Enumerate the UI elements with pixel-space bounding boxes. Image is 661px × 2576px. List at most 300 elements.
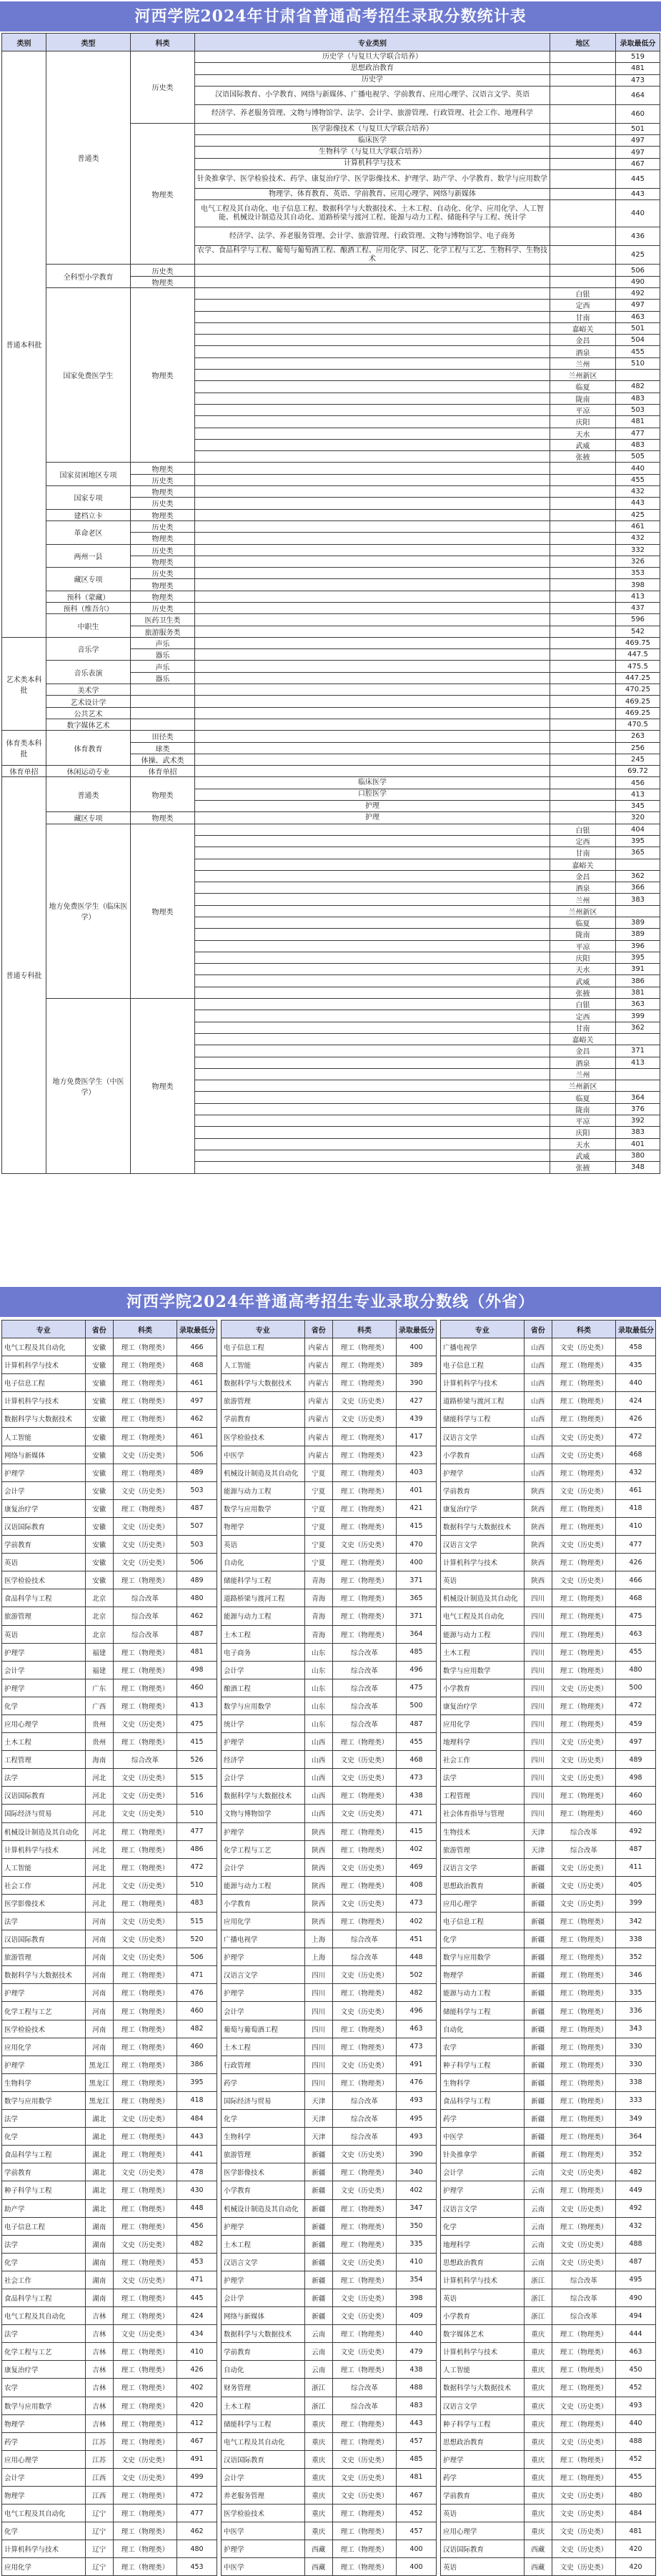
province-cell: 新疆 bbox=[304, 2181, 332, 2199]
table2-row bbox=[222, 2432, 437, 2450]
row-region: 平凉 bbox=[550, 1115, 616, 1127]
province-cell: 辽宁 bbox=[85, 2505, 113, 2522]
table2-header-row bbox=[441, 1321, 656, 1338]
major-cell: 数据科学与大数据技术 bbox=[2, 1966, 86, 1984]
major-cell: 计算机科学与技术 bbox=[2, 1840, 86, 1858]
major-cell: 计算机科学与技术 bbox=[2, 1356, 86, 1374]
major-cell: 机械设计制造及其自动化 bbox=[222, 1464, 305, 1481]
subject-cell: 理工（物理类） bbox=[552, 1948, 615, 1966]
province-cell: 青海 bbox=[304, 1625, 332, 1643]
table2-header-cell: 科类 bbox=[332, 1321, 396, 1338]
row-major bbox=[195, 952, 550, 963]
subject-cell: 文史（历史类） bbox=[113, 1930, 177, 1948]
major-cell: 法学 bbox=[2, 2325, 86, 2343]
subject-cell: 文史（历史类） bbox=[332, 2181, 396, 2199]
score-cell: 496 bbox=[397, 2002, 437, 2020]
major-cell: 旅游管理 bbox=[2, 1948, 86, 1966]
province-cell: 河北 bbox=[85, 1805, 113, 1822]
table2-row bbox=[222, 1464, 437, 1481]
province-cell: 河南 bbox=[85, 2002, 113, 2020]
major-cell: 土木工程 bbox=[222, 2235, 305, 2253]
province-cell: 广西 bbox=[85, 1697, 113, 1714]
row-score: 510 bbox=[616, 357, 660, 369]
score-cell: 472 bbox=[177, 1858, 217, 1876]
major-cell: 农学 bbox=[441, 2038, 525, 2056]
header-region: 地区 bbox=[550, 34, 616, 51]
row-type: 艺术设计学 bbox=[46, 696, 131, 707]
row-region bbox=[550, 579, 616, 591]
province-cell: 湖南 bbox=[85, 2253, 113, 2271]
table1-title: 河西学院2024年甘肃省普通高考招生录取分数统计表 bbox=[0, 1, 661, 31]
table2-row bbox=[441, 1338, 656, 1356]
score-cell: 395 bbox=[177, 2073, 217, 2091]
row-score: 365 bbox=[616, 847, 660, 859]
table2-row bbox=[441, 2558, 656, 2576]
major-cell: 汉语言文学 bbox=[441, 2397, 525, 2414]
table2-row bbox=[2, 1858, 217, 1876]
table2-row bbox=[441, 2181, 656, 2199]
row-score: 469.75 bbox=[616, 637, 660, 648]
subject-cell: 文史（历史类） bbox=[332, 2450, 396, 2468]
score-cell: 418 bbox=[177, 2091, 217, 2109]
row-score: 332 bbox=[616, 544, 660, 556]
table2-row bbox=[441, 2432, 656, 2450]
score-cell: 506 bbox=[177, 1446, 217, 1464]
subject-cell: 理工（物理类） bbox=[552, 1643, 615, 1661]
score-cell: 413 bbox=[177, 1697, 217, 1714]
subject-cell: 理工（物理类） bbox=[552, 1589, 615, 1607]
table2-row bbox=[441, 2163, 656, 2181]
major-cell: 社会工作 bbox=[2, 1876, 86, 1894]
score-cell: 365 bbox=[397, 1589, 437, 1607]
row-subject: 历史类 bbox=[131, 498, 195, 509]
province-cell: 安徽 bbox=[85, 1338, 113, 1356]
table2-row bbox=[222, 1822, 437, 1840]
subject-cell: 理工（物理类） bbox=[552, 1913, 615, 1930]
province-cell: 新疆 bbox=[524, 2091, 552, 2109]
table2-row bbox=[2, 2558, 217, 2576]
province-cell: 云南 bbox=[524, 2235, 552, 2253]
province-cell: 新疆 bbox=[524, 2002, 552, 2020]
province-cell: 湖北 bbox=[85, 2181, 113, 2199]
major-cell: 物理学 bbox=[2, 2414, 86, 2432]
subject-cell: 文史（历史类） bbox=[552, 2522, 615, 2540]
major-cell: 小学教育 bbox=[222, 2181, 305, 2199]
row-score: 469.25 bbox=[616, 696, 660, 707]
major-cell: 食品科学与工程 bbox=[2, 1589, 86, 1607]
province-cell: 四川 bbox=[524, 1607, 552, 1625]
score-cell: 410 bbox=[177, 2343, 217, 2361]
score-cell: 471 bbox=[177, 1966, 217, 1984]
score-cell: 427 bbox=[397, 1392, 437, 1410]
province-cell: 新疆 bbox=[524, 2073, 552, 2091]
score-cell: 435 bbox=[616, 1356, 656, 1374]
major-cell: 数学与应用数学 bbox=[441, 1661, 525, 1679]
row-subject: 声乐 bbox=[131, 637, 195, 648]
subject-cell: 文史（历史类） bbox=[552, 1733, 615, 1751]
row-score: 404 bbox=[616, 824, 660, 835]
province-cell: 湖南 bbox=[85, 2289, 113, 2306]
row-score: 401 bbox=[616, 1138, 660, 1150]
province-cell: 河南 bbox=[85, 2020, 113, 2038]
major-cell: 英语 bbox=[441, 2505, 525, 2522]
table-row bbox=[2, 824, 660, 835]
subject-cell: 理工（物理类） bbox=[552, 2128, 615, 2146]
major-cell: 物理学 bbox=[441, 1966, 525, 1984]
row-subject bbox=[131, 707, 195, 719]
subject-cell: 综合改革 bbox=[332, 2379, 396, 2397]
score-cell: 421 bbox=[397, 1499, 437, 1517]
major-cell: 会计学 bbox=[441, 2163, 525, 2181]
major-cell: 化学 bbox=[2, 1697, 86, 1714]
row-major bbox=[195, 684, 550, 696]
gansu-score-table bbox=[1, 33, 660, 1174]
row-major bbox=[195, 696, 550, 707]
row-subject: 物理类 bbox=[131, 509, 195, 520]
score-cell: 488 bbox=[616, 2432, 656, 2450]
table2-row bbox=[2, 1876, 217, 1894]
row-region: 陇南 bbox=[550, 393, 616, 404]
province-cell: 江苏 bbox=[85, 2432, 113, 2450]
row-region bbox=[550, 684, 616, 696]
province-cell: 宁夏 bbox=[304, 1536, 332, 1554]
subject-cell: 理工（物理类） bbox=[552, 2002, 615, 2020]
province-cell: 重庆 bbox=[524, 2414, 552, 2432]
row-subject: 田径类 bbox=[131, 731, 195, 742]
score-cell: 443 bbox=[397, 2414, 437, 2432]
score-cell: 330 bbox=[616, 2056, 656, 2073]
row-region: 张掖 bbox=[550, 1162, 616, 1173]
table2-row bbox=[2, 1714, 217, 1732]
province-cell: 安徽 bbox=[85, 1481, 113, 1499]
table2-row bbox=[2, 1643, 217, 1661]
table2-row bbox=[2, 1661, 217, 1679]
subject-cell: 文史（历史类） bbox=[552, 1679, 615, 1697]
major-cell: 自动化 bbox=[222, 1554, 305, 1571]
province-cell: 山西 bbox=[524, 1410, 552, 1428]
score-cell: 493 bbox=[397, 2128, 437, 2146]
table2-row bbox=[441, 1751, 656, 1769]
score-cell: 440 bbox=[616, 2414, 656, 2432]
out-of-province-section bbox=[0, 1287, 661, 2572]
subject-cell: 文史（历史类） bbox=[113, 1714, 177, 1732]
row-major bbox=[195, 614, 550, 626]
table2-row bbox=[2, 2379, 217, 2397]
row-major bbox=[195, 568, 550, 579]
row-score: 463 bbox=[616, 311, 660, 322]
row-major: 护理 bbox=[195, 812, 550, 824]
subject-cell: 理工（物理类） bbox=[552, 2414, 615, 2432]
table-row bbox=[2, 520, 660, 532]
row-region: 武威 bbox=[550, 439, 616, 450]
subject-cell: 理工（物理类） bbox=[332, 2505, 396, 2522]
subject-cell: 理工（物理类） bbox=[552, 2056, 615, 2073]
subject-cell: 理工（物理类） bbox=[332, 2073, 396, 2091]
major-cell: 法学 bbox=[2, 1769, 86, 1787]
major-cell: 会计学 bbox=[222, 1661, 305, 1679]
row-region bbox=[550, 147, 616, 158]
score-cell: 495 bbox=[397, 2110, 437, 2128]
major-cell: 护理学 bbox=[441, 2181, 525, 2199]
row-score: 497 bbox=[616, 147, 660, 158]
major-cell: 计算机科学与技术 bbox=[2, 1392, 86, 1410]
table2-row bbox=[222, 2181, 437, 2199]
row-score: 501 bbox=[616, 123, 660, 134]
subject-cell: 文史（历史类） bbox=[552, 1428, 615, 1446]
subject-cell: 理工（物理类） bbox=[552, 1392, 615, 1410]
row-score: 413 bbox=[616, 789, 660, 800]
table2-row bbox=[441, 1840, 656, 1858]
row-major bbox=[195, 287, 550, 299]
row-region: 临夏 bbox=[550, 917, 616, 929]
table2-row bbox=[2, 1948, 217, 1966]
table-row bbox=[2, 614, 660, 626]
province-cell: 天津 bbox=[524, 1822, 552, 1840]
row-score bbox=[616, 1080, 660, 1092]
table2-header-cell: 省份 bbox=[85, 1321, 113, 1338]
table2-row bbox=[441, 2522, 656, 2540]
table2-row bbox=[222, 2505, 437, 2522]
row-major bbox=[195, 940, 550, 952]
province-cell: 山西 bbox=[524, 1446, 552, 1464]
province-cell: 吉林 bbox=[85, 2414, 113, 2432]
score-cell: 497 bbox=[177, 1392, 217, 1410]
score-cell: 487 bbox=[616, 2253, 656, 2271]
table2-row bbox=[222, 2522, 437, 2540]
row-score: 519 bbox=[616, 51, 660, 63]
row-score: 69.72 bbox=[616, 766, 660, 777]
province-cell: 云南 bbox=[304, 2325, 332, 2343]
row-major bbox=[195, 1057, 550, 1068]
province-cell: 河北 bbox=[85, 1858, 113, 1876]
row-major bbox=[195, 265, 550, 276]
score-cell: 479 bbox=[397, 2343, 437, 2361]
score-cell: 491 bbox=[177, 2450, 217, 2468]
table2-row bbox=[222, 1966, 437, 1984]
major-cell: 应用化学 bbox=[2, 2038, 86, 2056]
subject-cell: 综合改革 bbox=[332, 2091, 396, 2109]
score-cell: 516 bbox=[177, 1787, 217, 1805]
score-cell: 364 bbox=[616, 2128, 656, 2146]
province-cell: 浙江 bbox=[304, 2397, 332, 2414]
major-cell: 护理学 bbox=[2, 1984, 86, 2002]
score-cell: 402 bbox=[397, 1913, 437, 1930]
row-score bbox=[616, 1033, 660, 1045]
major-cell: 中医学 bbox=[222, 2522, 305, 2540]
province-cell: 云南 bbox=[524, 2217, 552, 2235]
score-cell: 492 bbox=[616, 1822, 656, 1840]
province-cell: 重庆 bbox=[524, 2361, 552, 2379]
row-subject: 体育单招 bbox=[131, 766, 195, 777]
province-cell: 新疆 bbox=[304, 2235, 332, 2253]
subject-cell: 综合改革 bbox=[552, 2271, 615, 2289]
province-cell: 湖南 bbox=[85, 2217, 113, 2235]
province-cell: 内蒙古 bbox=[304, 1446, 332, 1464]
row-region: 金昌 bbox=[550, 335, 616, 346]
row-subject: 物理类 bbox=[131, 276, 195, 287]
table2-row bbox=[2, 2540, 217, 2558]
row-subject: 物理类 bbox=[131, 812, 195, 824]
row-region: 平凉 bbox=[550, 404, 616, 415]
row-major: 汉语国际教育、小学教育、网络与新媒体、广播电视学、学前教育、应用心理学、汉语言文学、英语 bbox=[195, 86, 550, 104]
major-cell: 电子信息工程 bbox=[441, 1913, 525, 1930]
table2-row bbox=[441, 1607, 656, 1625]
major-cell: 广播电视学 bbox=[441, 1338, 525, 1356]
major-cell: 人工智能 bbox=[2, 1428, 86, 1446]
subject-cell: 文史（历史类） bbox=[113, 2325, 177, 2343]
row-major: 历史学（与复旦大学联合培养） bbox=[195, 51, 550, 63]
table2-header-cell: 专业 bbox=[2, 1321, 86, 1338]
major-cell: 数据科学与大数据技术 bbox=[222, 1787, 305, 1805]
table2-row bbox=[222, 1805, 437, 1822]
row-subject: 物理类 bbox=[131, 533, 195, 544]
major-cell: 汉语国际教育 bbox=[2, 1517, 86, 1535]
table2-row bbox=[441, 1787, 656, 1805]
major-cell: 助产学 bbox=[2, 2199, 86, 2217]
major-cell: 旅游管理 bbox=[441, 1840, 525, 1858]
subject-cell: 综合改革 bbox=[113, 1751, 177, 1769]
row-subject: 历史类 bbox=[131, 568, 195, 579]
province-cell: 山东 bbox=[304, 1714, 332, 1732]
score-cell: 480 bbox=[616, 1661, 656, 1679]
row-major bbox=[195, 591, 550, 602]
major-cell: 数字媒体艺术 bbox=[441, 2325, 525, 2343]
major-cell: 葡萄与葡萄酒工程 bbox=[222, 2020, 305, 2038]
province-cell: 重庆 bbox=[524, 2325, 552, 2343]
major-cell: 工程管理 bbox=[441, 1787, 525, 1805]
subject-cell: 文史（历史类） bbox=[552, 2163, 615, 2181]
row-region: 定西 bbox=[550, 835, 616, 847]
province-cell: 安徽 bbox=[85, 1571, 113, 1589]
score-cell: 487 bbox=[616, 1840, 656, 1858]
table2-row bbox=[222, 2558, 437, 2576]
subject-cell: 理工（物理类） bbox=[113, 2002, 177, 2020]
score-cell: 500 bbox=[397, 1697, 437, 1714]
table2-row bbox=[222, 2325, 437, 2343]
score-cell: 490 bbox=[616, 2289, 656, 2306]
province-cell: 四川 bbox=[304, 2038, 332, 2056]
subject-cell: 文史（历史类） bbox=[332, 2253, 396, 2271]
score-cell: 403 bbox=[397, 1464, 437, 1481]
table2-row bbox=[441, 2038, 656, 2056]
subject-cell: 综合改革 bbox=[332, 1930, 396, 1948]
table2-row bbox=[222, 2487, 437, 2505]
row-type: 公共艺术 bbox=[46, 707, 131, 719]
subject-cell: 理工（物理类） bbox=[332, 1338, 396, 1356]
row-major bbox=[195, 894, 550, 905]
score-cell: 477 bbox=[616, 1536, 656, 1554]
subject-cell: 文史（历史类） bbox=[113, 1536, 177, 1554]
province-cell: 福建 bbox=[85, 1643, 113, 1661]
major-cell: 酿酒工程 bbox=[222, 1679, 305, 1697]
subject-cell: 理工（物理类） bbox=[113, 1661, 177, 1679]
major-cell: 旅游管理 bbox=[222, 1392, 305, 1410]
major-cell: 护理学 bbox=[2, 1464, 86, 1481]
major-cell: 机械设计制造及其自动化 bbox=[2, 1822, 86, 1840]
row-subject: 声乐 bbox=[131, 661, 195, 672]
score-cell: 390 bbox=[397, 2146, 437, 2163]
subject-cell: 文史（历史类） bbox=[552, 2199, 615, 2217]
province-cell: 内蒙古 bbox=[304, 1374, 332, 1392]
table2-row bbox=[222, 1858, 437, 1876]
row-category: 普通专科批 bbox=[2, 777, 46, 1173]
province-cell: 宁夏 bbox=[304, 1481, 332, 1499]
subject-cell: 文史（历史类） bbox=[332, 2343, 396, 2361]
row-score: 440 bbox=[616, 200, 660, 227]
score-cell: 462 bbox=[177, 1607, 217, 1625]
table-row bbox=[2, 777, 660, 789]
subject-cell: 文史（历史类） bbox=[113, 2271, 177, 2289]
score-cell: 510 bbox=[177, 1876, 217, 1894]
subject-cell: 文史（历史类） bbox=[332, 1536, 396, 1554]
score-cell: 468 bbox=[616, 1589, 656, 1607]
major-cell: 中医学 bbox=[441, 2128, 525, 2146]
score-cell: 420 bbox=[616, 2558, 656, 2576]
subject-cell: 理工（物理类） bbox=[332, 1571, 396, 1589]
table2-header-cell: 录取最低分 bbox=[177, 1321, 217, 1338]
table2-header-cell: 省份 bbox=[524, 1321, 552, 1338]
row-major: 临床医学 bbox=[195, 777, 550, 789]
score-cell: 452 bbox=[616, 2450, 656, 2468]
table-row bbox=[2, 812, 660, 824]
row-region: 平凉 bbox=[550, 940, 616, 952]
subject-cell: 综合改革 bbox=[332, 1679, 396, 1697]
table2-row bbox=[2, 2450, 217, 2468]
score-cell: 371 bbox=[397, 1607, 437, 1625]
score-cell: 460 bbox=[616, 1805, 656, 1822]
row-type: 两州一县 bbox=[46, 544, 131, 568]
province-cell: 新疆 bbox=[524, 1930, 552, 1948]
row-region bbox=[550, 766, 616, 777]
row-region: 天水 bbox=[550, 964, 616, 975]
province-cell: 云南 bbox=[524, 2199, 552, 2217]
major-cell: 计算机科学与技术 bbox=[441, 2343, 525, 2361]
row-score: 460 bbox=[616, 104, 660, 123]
major-cell: 护理学 bbox=[222, 1733, 305, 1751]
row-major bbox=[195, 975, 550, 987]
row-region bbox=[550, 74, 616, 86]
major-cell: 能源与动力工程 bbox=[222, 1607, 305, 1625]
major-cell: 电子信息工程 bbox=[2, 2217, 86, 2235]
score-cell: 496 bbox=[397, 1661, 437, 1679]
table2-row bbox=[222, 1589, 437, 1607]
major-cell: 农学 bbox=[2, 2379, 86, 2397]
score-cell: 410 bbox=[397, 2253, 437, 2271]
table-row bbox=[2, 591, 660, 602]
province-cell: 吉林 bbox=[85, 2325, 113, 2343]
major-cell: 生物科学 bbox=[222, 2128, 305, 2146]
major-cell: 应用心理学 bbox=[2, 1714, 86, 1732]
row-region bbox=[550, 614, 616, 626]
score-cell: 489 bbox=[177, 1464, 217, 1481]
subject-cell: 理工（物理类） bbox=[552, 2343, 615, 2361]
major-cell: 电气工程及其自动化 bbox=[2, 2307, 86, 2325]
province-cell: 海南 bbox=[85, 1751, 113, 1769]
major-cell: 汉语言文学 bbox=[441, 1858, 525, 1876]
major-cell: 储能科学与工程 bbox=[441, 1410, 525, 1428]
row-score: 383 bbox=[616, 894, 660, 905]
major-cell: 种子科学与工程 bbox=[441, 2056, 525, 2073]
row-score: 413 bbox=[616, 591, 660, 602]
row-subject: 球类 bbox=[131, 742, 195, 754]
province-cell: 宁夏 bbox=[304, 1464, 332, 1481]
province-cell: 陕西 bbox=[524, 1517, 552, 1535]
score-cell: 448 bbox=[177, 2199, 217, 2217]
province-cell: 新疆 bbox=[524, 1858, 552, 1876]
score-cell: 335 bbox=[397, 2235, 437, 2253]
row-subject: 物理类 bbox=[131, 463, 195, 474]
table2-row bbox=[2, 1679, 217, 1697]
